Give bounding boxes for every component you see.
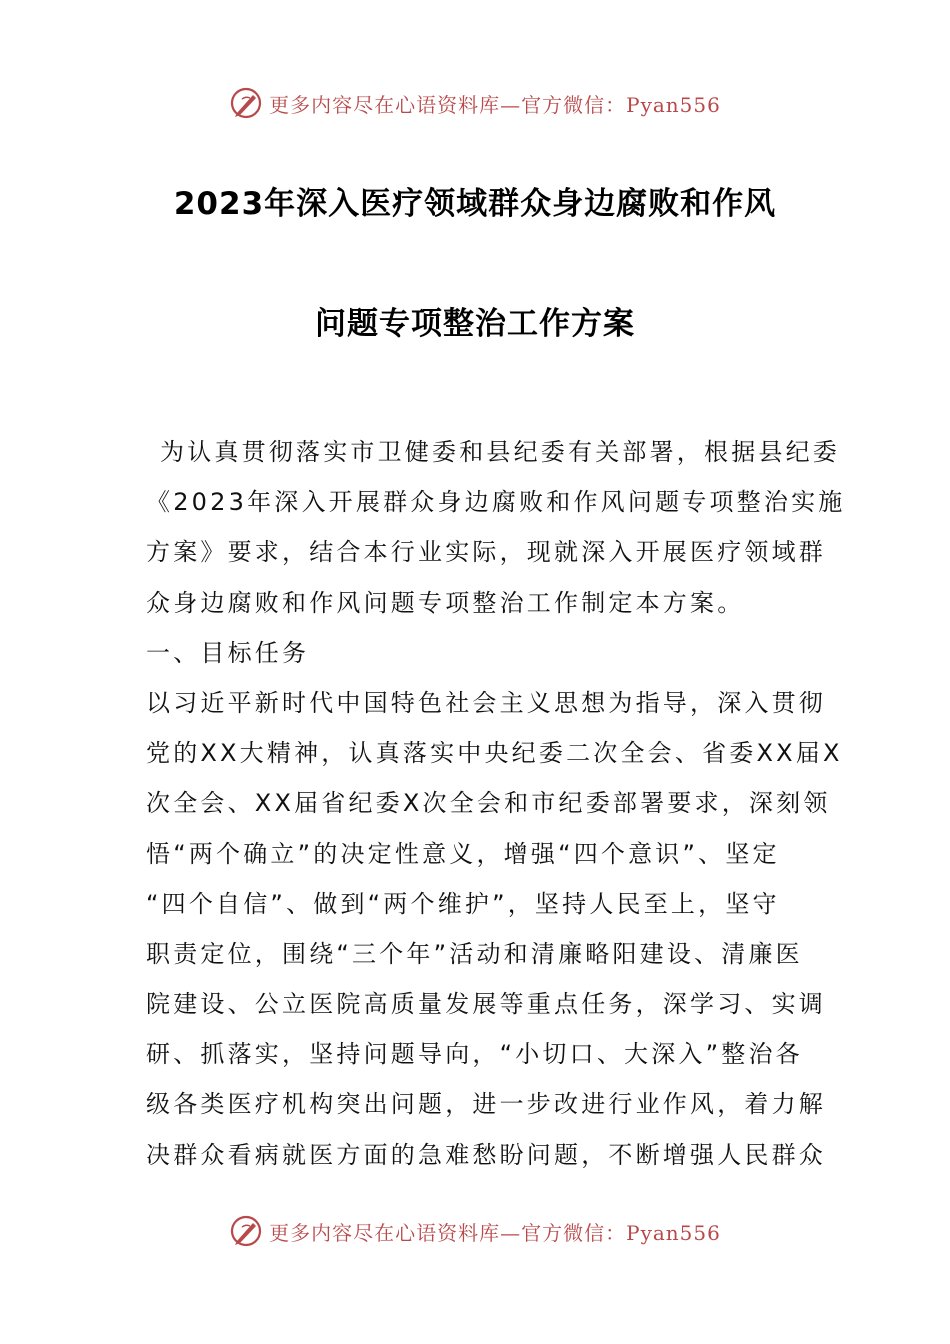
body-line: 众身边腐败和作风问题专项整治工作制定本方案。 xyxy=(146,588,745,617)
body-line: 《2023年深入开展群众身边腐败和作风问题专项整治实施 xyxy=(146,488,846,517)
body-line: 党的XX大精神，认真落实中央纪委二次全会、省委XX届X xyxy=(146,739,843,768)
pen-logo-icon xyxy=(229,86,263,120)
body-line: 决群众看病就医方面的急难愁盼问题，不断增强人民群众 xyxy=(146,1140,826,1169)
watermark-banner-top xyxy=(0,83,950,123)
document-body xyxy=(146,427,846,1180)
document-title-line-2: 问题专项整治工作方案 xyxy=(315,306,635,342)
document-title-line-1: 2023年深入医疗领域群众身边腐败和作风 xyxy=(173,186,777,222)
body-line: 悟“两个确立”的决定性意义，增强“四个意识”、坚定 xyxy=(146,839,780,868)
watermark-banner-bottom xyxy=(0,1211,950,1251)
watermark-text: 更多内容尽在心语资料库—官方微信：Pyan556 xyxy=(269,92,721,117)
body-line: 研、抓落实，坚持问题导向，“小切口、大深入”整治各 xyxy=(146,1040,803,1069)
body-line: 职责定位，围绕“三个年”活动和清廉略阳建设、清廉医 xyxy=(146,939,803,968)
body-line: 为认真贯彻落实市卫健委和县纪委有关部署，根据县纪委 xyxy=(160,438,840,466)
body-line: 级各类医疗机构突出问题，进一步改进行业作风，着力解 xyxy=(146,1090,826,1119)
pen-logo-icon xyxy=(229,1214,263,1248)
body-line: 次全会、XX届省纪委X次全会和市纪委部署要求，深刻领 xyxy=(146,789,831,818)
body-line: “四个自信”、做到“两个维护”，坚持人民至上，坚守 xyxy=(146,889,780,918)
body-line: 方案》要求，结合本行业实际，现就深入开展医疗领域群 xyxy=(146,538,826,567)
body-line: 以习近平新时代中国特色社会主义思想为指导，深入贯彻 xyxy=(146,688,826,717)
body-line: 院建设、公立医院高质量发展等重点任务，深学习、实调 xyxy=(146,990,826,1019)
watermark-text: 更多内容尽在心语资料库—官方微信：Pyan556 xyxy=(269,1220,721,1245)
section-heading: 一、目标任务 xyxy=(146,638,310,667)
